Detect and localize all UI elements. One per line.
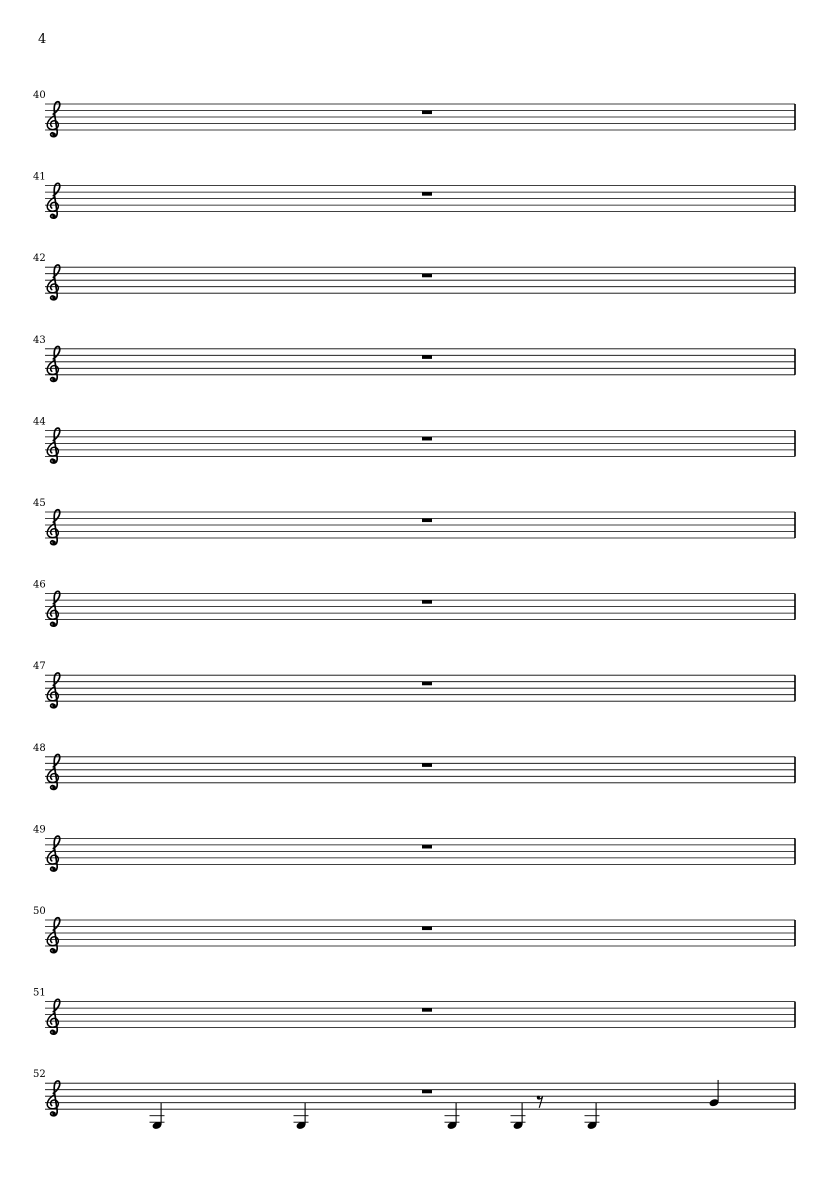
measure-number: 49	[33, 824, 46, 836]
staff-system	[33, 906, 795, 953]
whole-rest	[422, 1008, 432, 1012]
whole-rest	[422, 927, 432, 931]
whole-rest	[422, 192, 432, 196]
measure-number: 43	[33, 334, 46, 346]
measure-number: 52	[33, 1069, 46, 1081]
treble-clef-icon	[47, 836, 60, 871]
staff-system	[33, 416, 795, 463]
whole-rest	[422, 1090, 432, 1094]
staff-system	[33, 253, 795, 300]
staff-system	[33, 172, 795, 219]
treble-clef-icon	[47, 673, 60, 708]
whole-rest	[422, 600, 432, 604]
staff-system	[33, 1069, 795, 1130]
staff-system	[33, 90, 795, 137]
whole-rest	[422, 274, 432, 278]
eighth-rest	[537, 1096, 543, 1108]
whole-rest	[422, 355, 432, 359]
measure-number: 41	[33, 171, 46, 183]
whole-rest	[422, 763, 432, 767]
quarter-note	[294, 1103, 309, 1130]
quarter-note	[709, 1080, 720, 1107]
treble-clef-icon	[47, 102, 60, 137]
treble-clef-icon	[47, 510, 60, 545]
measure-number: 48	[33, 742, 46, 754]
staff-system	[33, 824, 795, 871]
measure-number: 45	[33, 498, 46, 509]
measure-number: 50	[33, 906, 46, 917]
whole-rest	[422, 845, 432, 849]
whole-rest	[422, 519, 432, 523]
whole-rest	[422, 111, 432, 115]
treble-clef-icon	[47, 918, 60, 953]
treble-clef-icon	[47, 347, 60, 382]
measure-number: 51	[33, 987, 46, 999]
staff-system	[33, 580, 795, 627]
staff-system	[33, 661, 795, 708]
whole-rest	[422, 682, 432, 686]
treble-clef-icon	[47, 183, 60, 218]
staff-system	[33, 743, 795, 790]
measure-number: 46	[33, 579, 46, 591]
measure-number: 47	[33, 661, 46, 673]
staff-system	[33, 335, 795, 382]
staff-system	[33, 498, 795, 545]
quarter-note	[150, 1103, 165, 1130]
staff-system	[33, 988, 795, 1035]
whole-rest	[422, 437, 432, 441]
quarter-note	[445, 1103, 460, 1130]
treble-clef-icon	[47, 265, 60, 300]
treble-clef-icon	[47, 755, 60, 790]
measure-number: 44	[33, 416, 46, 428]
quarter-note	[585, 1103, 600, 1130]
page-number: 4	[38, 32, 47, 47]
measure-number: 42	[33, 253, 46, 265]
measure-number: 40	[33, 90, 46, 101]
treble-clef-icon	[47, 591, 60, 626]
treble-clef-icon	[47, 1081, 60, 1116]
treble-clef-icon	[47, 999, 60, 1034]
treble-clef-icon	[47, 428, 60, 463]
quarter-note	[511, 1103, 526, 1130]
